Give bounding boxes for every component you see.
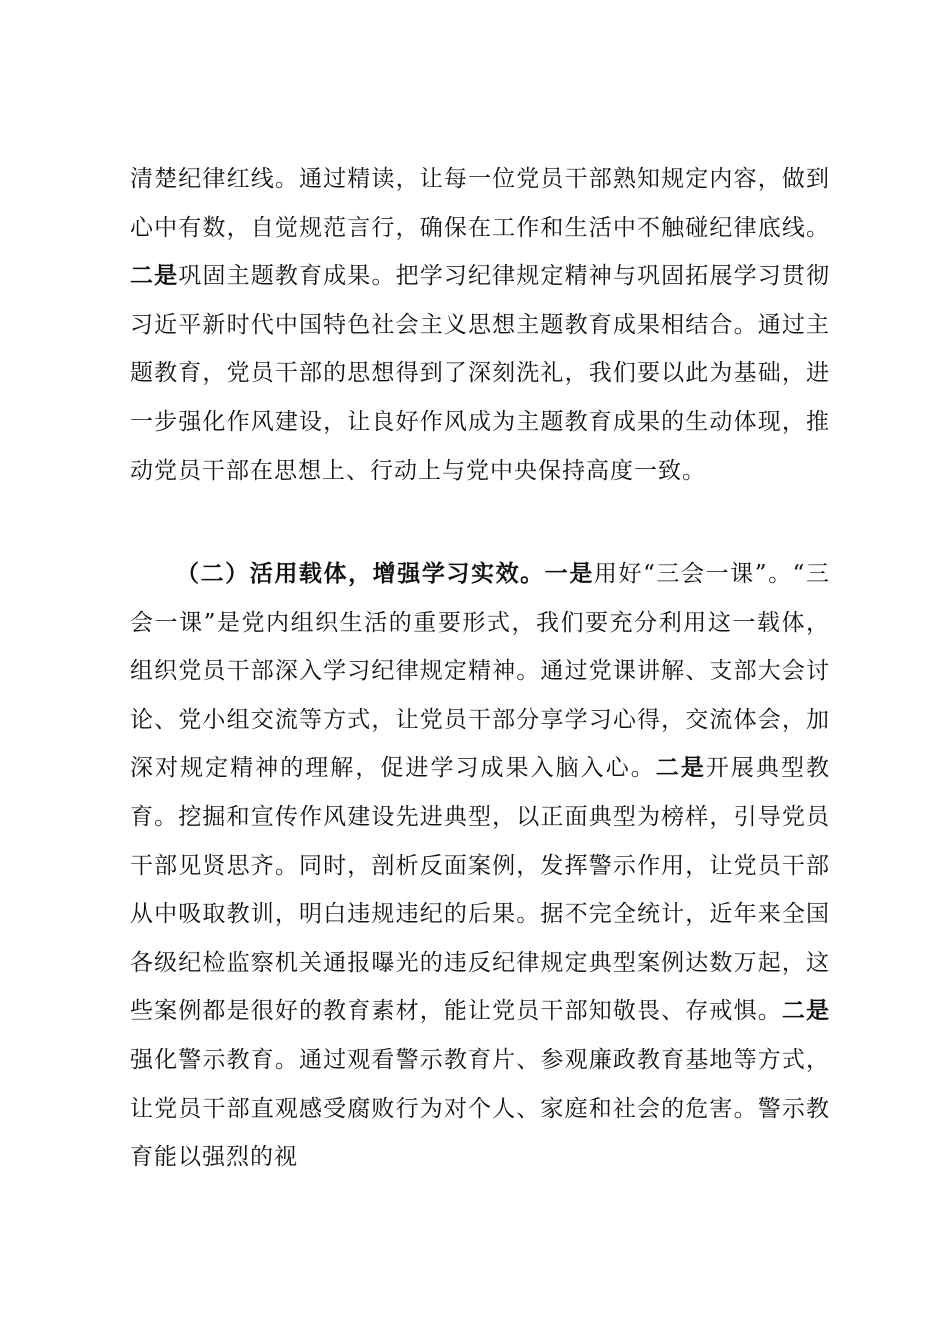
point-2-marker: 二是 <box>655 754 706 782</box>
paragraph-1-bold-marker: 二是 <box>130 262 179 290</box>
paragraph-continuation <box>130 155 830 495</box>
paragraph-1-text-b: 巩固主题教育成果。把学习纪律规定精神与巩固拓展学习贯彻习近平新时代中国特色社会主义思想主题教育成果相结合。通过主题教育，党员干部的思想得到了深刻洗礼，我们要以此为基础，进一步强化作风建设，让良好作风成为主题教育成果的生动体现，推动党员干部在思想上、行动上与党中央保持高度一致。 <box>130 263 831 484</box>
section-two <box>130 550 830 1182</box>
paragraph-2 <box>130 550 830 1182</box>
point-2-text: 开展典型教育。挖掘和宣传作风建设先进典型，以正面典型为榜样，引导党员干部见贤思齐。同时，剖析反面案例，发挥警示作用，让党员干部从中吸取教训，明白违规违纪的后果。据不完全统计，近年来全国各级纪检监察机关通报曝光的违反纪律规定典型案例达数万起，这些案例都是很好的教育素材，能让党员干部知敬畏、存戒惧。 <box>130 755 831 1025</box>
point-3-text: 强化警示教育。通过观看警示教育片、参观廉政教育基地等方式，让党员干部直观感受腐败行为对个人、家庭和社会的危害。警示教育能以强烈的视 <box>130 1046 830 1171</box>
paragraph-1 <box>130 155 830 495</box>
section-heading: （二）活用载体，增强学习实效。 <box>176 560 545 587</box>
point-1-text: 用好“三会一课”。“三会一课”是党内组织生活的重要形式，我们要充分利用这一载体，组织党员干部深入学习纪律规定精神。通过党课讲解、支部大会讨论、党小组交流等方式，让党员干部分享学习心得，交流体会，加深对规定精神的理解，促进学习成果入脑入心。 <box>130 561 831 782</box>
point-3-marker: 二是 <box>781 997 831 1025</box>
point-1-marker: 一是 <box>544 560 594 587</box>
paragraph-1-text-a: 清楚纪律红线。通过精读，让每一位党员干部熟知规定内容，做到心中有数，自觉规范言行，确保在工作和生活中不触碰纪律底线。 <box>130 166 830 241</box>
